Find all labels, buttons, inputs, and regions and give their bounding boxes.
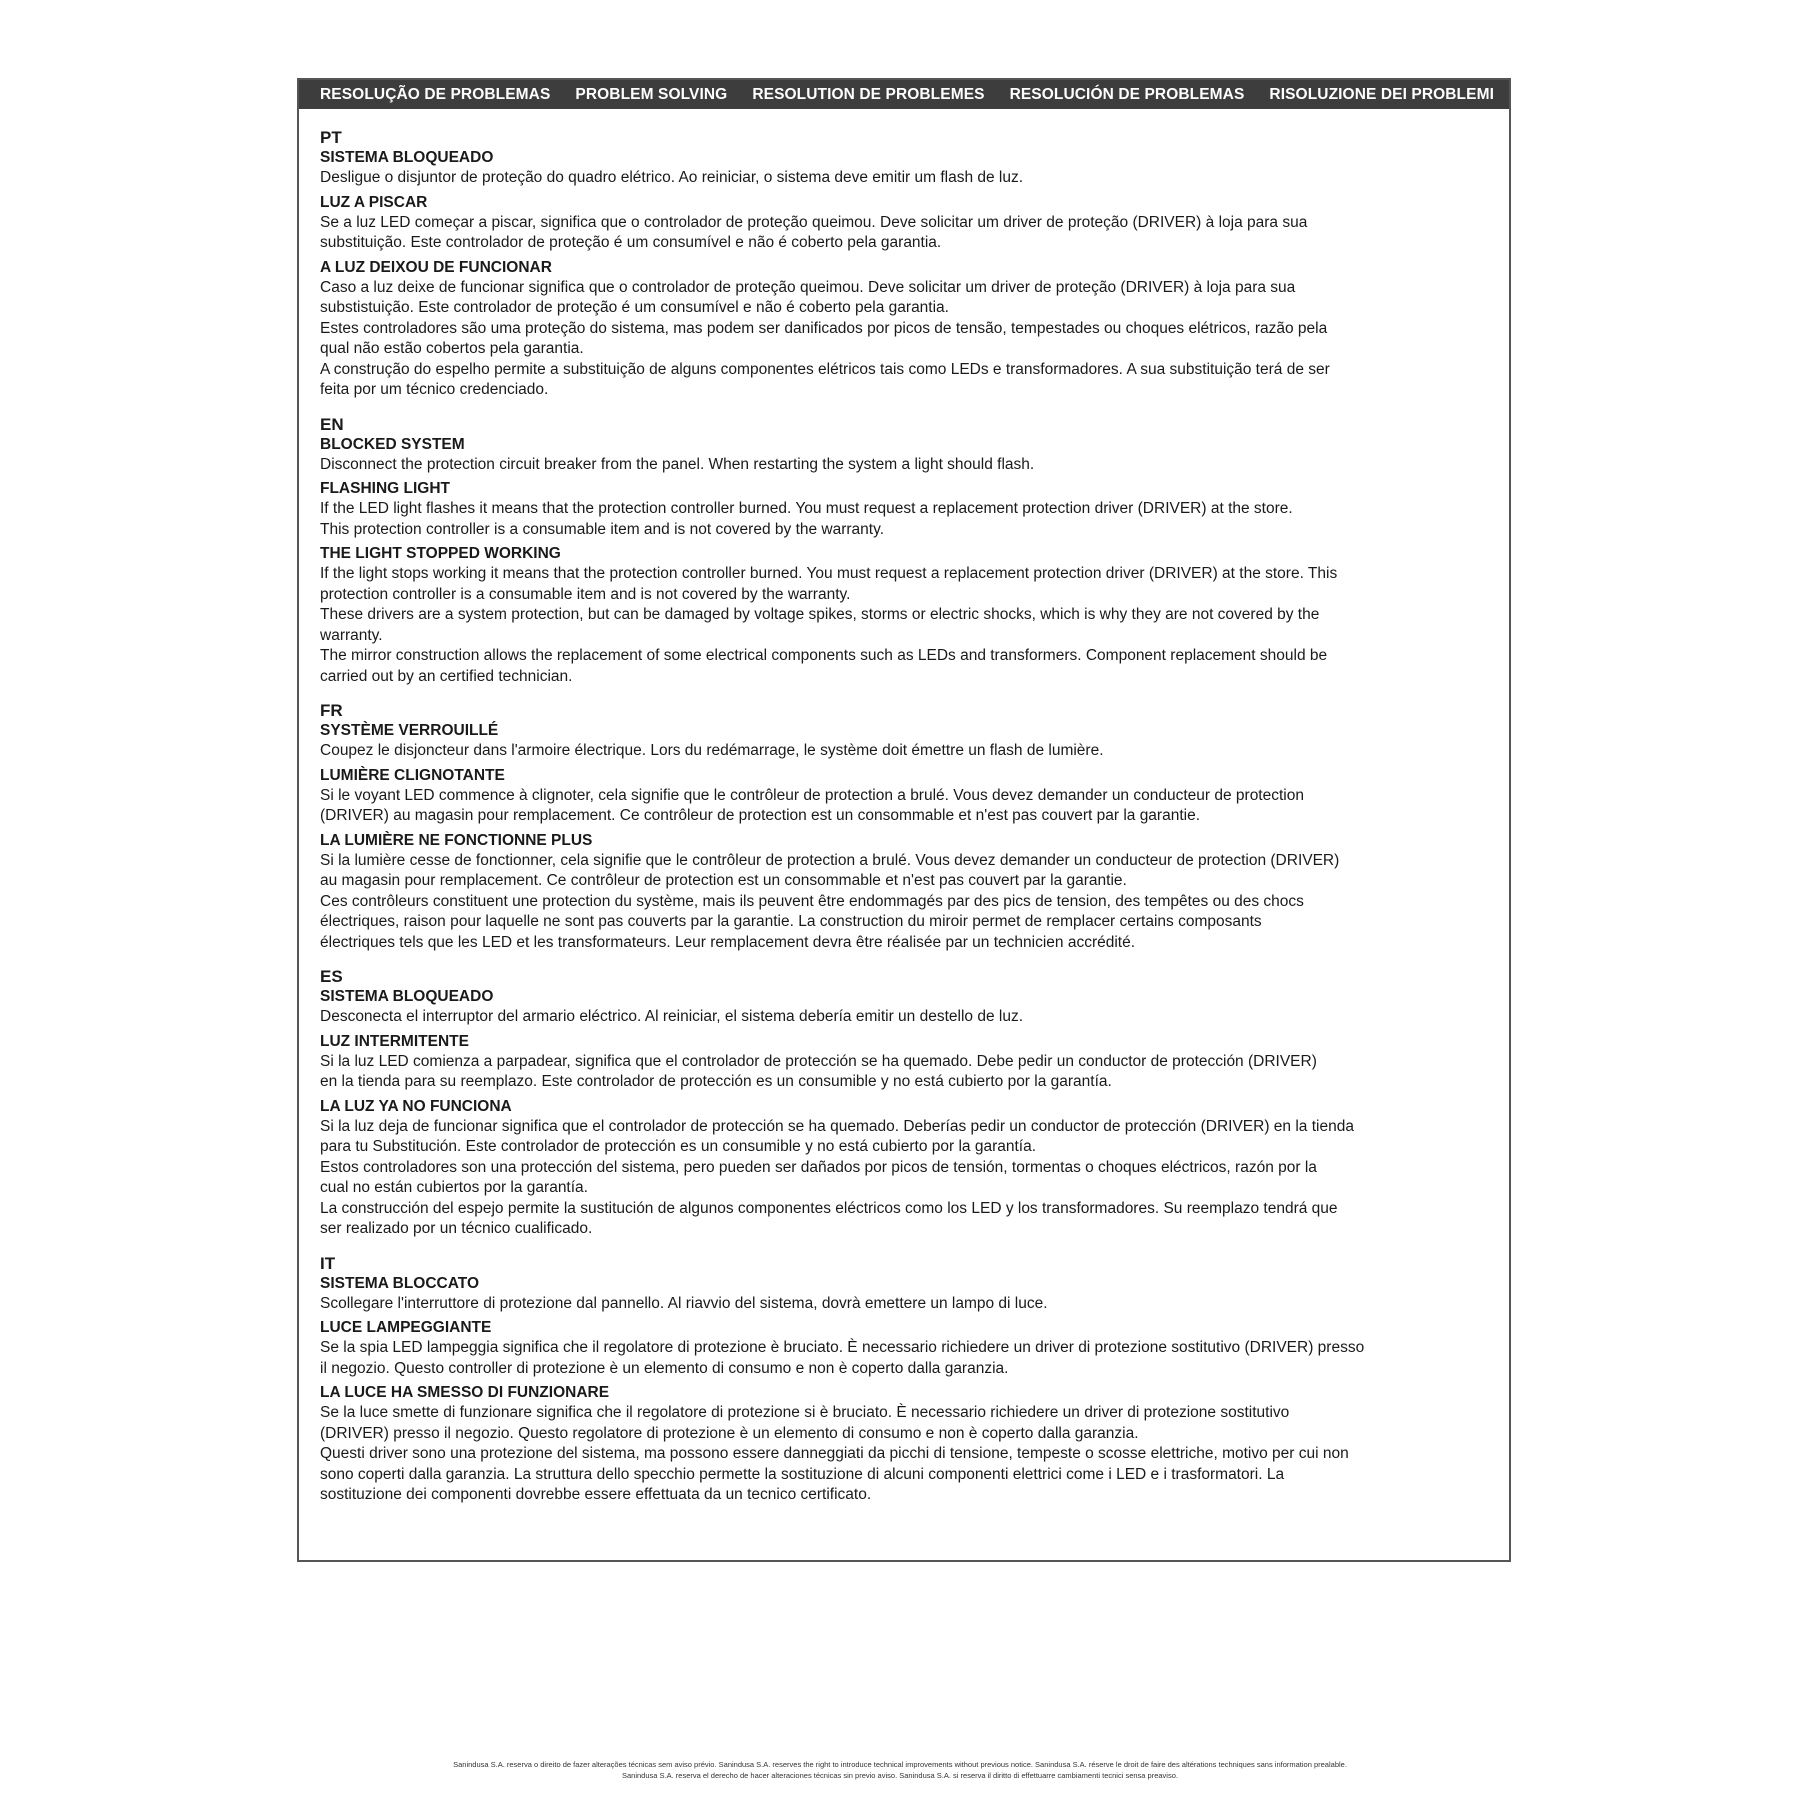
problem-text-line: substituição. Este controlador de proteção é um consumível e não é coberto pela garantia. [320,234,942,251]
problem-text-line: These drivers are a system protection, but can be damaged by voltage spikes, storms or electric shocks, which is why they are not covered by the [320,606,1320,623]
problem-heading: LUZ A PISCAR [320,193,428,211]
problem-text-line: ser realizado por un técnico cualificado. [320,1220,593,1237]
header-title-it: RISOLUZIONE DEI PROBLEMI [1269,85,1494,103]
language-code: PT [320,128,342,147]
problem-heading: LUZ INTERMITENTE [320,1032,469,1050]
language-code: FR [320,701,343,720]
problem-heading: LUMIÈRE CLIGNOTANTE [320,766,505,784]
problem-heading: BLOCKED SYSTEM [320,435,465,453]
problem-text-line: Si la lumière cesse de fonctionner, cela signifie que le contrôleur de protection a brulé. Vous devez demander un conducteur de protection (DRIVER) [320,851,1340,869]
problem-heading: SISTEMA BLOCCATO [320,1274,480,1292]
problem-text-line: sono coperti dalla garanzia. La struttura dello specchio permette la sostituzione di alcuni componenti elettrici come i LED e i trasformatori. La [320,1465,1285,1483]
content-area [320,128,1501,1506]
problem-text-line: This protection controller is a consumable item and is not covered by the warranty. [320,520,885,538]
problem-text-line: Se a luz LED começar a piscar, significa que o controlador de proteção queimou. Deve solicitar um driver de proteção (DRIVER) à loja para sua [320,213,1308,231]
problem-heading: LUCE LAMPEGGIANTE [320,1319,492,1336]
language-code: EN [320,414,344,434]
problem-heading: FLASHING LIGHT [320,480,451,497]
problem-text-line: Se la spia LED lampeggia significa che il regolatore di protezione è bruciato. È necessario richiedere un driver di protezione sostitutivo (DRIVER) presso [320,1339,1365,1356]
problem-heading: SYSTÈME VERROUILLÉ [320,722,499,739]
problem-text-line: If the light stops working it means that the protection controller burned. You must request a replacement protection driver (DRIVER) at the store. This [320,565,1338,582]
problem-text-line: (DRIVER) au magasin pour remplacement. Ce contrôleur de protection est un consommable et n'est pas couvert par la garantie. [320,807,1201,824]
problem-text-line: Estes controladores são uma proteção do sistema, mas podem ser danificados por picos de tensão, tempestades ou choques elétricos, razão pela [320,319,1328,337]
problem-text-line: électriques tels que les LED et les transformateurs. Leur remplacement devra être réalisée par un technicien accrédité. [320,933,1136,951]
problem-text-line: Coupez le disjoncteur dans l'armoire électrique. Lors du redémarrage, le système doit émettre un flash de lumière. [320,742,1104,759]
problem-text-line: A construção do espelho permite a substituição de alguns componentes elétricos tais como LEDs e transformadores. A sua substituição terá de ser [320,360,1330,378]
problem-text-line: protection controller is a consumable item and is not covered by the warranty. [320,585,851,603]
problem-text-line: carried out by an certified technician. [320,667,573,685]
language-code: IT [320,1253,336,1273]
problem-text-line: Scollegare l'interruttore di protezione dal pannello. Al riavvio del sistema, dovrà emettere un lampo di luce. [320,1294,1048,1312]
problem-text-line: Disconnect the protection circuit breaker from the panel. When restarting the system a light should flash. [320,455,1035,473]
problem-text-line: Caso a luz deixe de funcionar significa que o controlador de proteção queimou. Deve solicitar um driver de proteção (DRIVER) à loja para sua [320,278,1296,296]
problem-text-line: Si la luz deja de funcionar significa que el controlador de protección se ha quemado. Deberías pedir un conductor de protección (DRIVER) en la tienda [320,1117,1354,1135]
header-title-pt: RESOLUÇÃO DE PROBLEMAS [320,85,551,103]
section-pt [320,128,1501,401]
problem-text-line: Si la luz LED comienza a parpadear, significa que el controlador de protección se ha quemado. Debe pedir un conductor de protección (DRIVER) [320,1052,1317,1070]
problem-text-line: Questi driver sono una protezione del sistema, ma possono essere danneggiati da picchi di tensione, tempeste o scosse elettriche, motivo per cui non [320,1445,1349,1462]
problem-text-line: para tu Substitución. Este controlador de protección es un consumible y no está cubierto por la garantía. [320,1138,1037,1155]
section-es [320,967,1501,1240]
problem-text-line: Desconecta el interruptor del armario eléctrico. Al reiniciar, el sistema debería emitir un destello de luz. [320,1008,1023,1025]
problem-text-line: If the LED light flashes it means that the protection controller burned. You must request a replacement protection driver (DRIVER) at the store. [320,500,1293,517]
problem-text-line: warranty. [320,626,383,644]
section-it [320,1254,1501,1506]
header-title-es: RESOLUCIÓN DE PROBLEMAS [1009,85,1245,103]
problem-text-line: Si le voyant LED commence à clignoter, cela signifie que le contrôleur de protection a brulé. Vous devez demander un conducteur de protection [320,786,1304,804]
problem-heading: A LUZ DEIXOU DE FUNCIONAR [320,258,552,276]
problem-text-line: feita por um técnico credenciado. [320,381,549,398]
problem-text-line: il negozio. Questo controller di protezione è un elemento di consumo e non è coperto dalla garanzia. [320,1359,1009,1377]
problem-heading: LA LUMIÈRE NE FONCTIONNE PLUS [320,831,593,849]
problem-heading: SISTEMA BLOQUEADO [320,988,494,1005]
problem-text-line: Desligue o disjuntor de proteção do quadro elétrico. Ao reiniciar, o sistema deve emitir um flash de luz. [320,169,1024,186]
problem-text-line: Se la luce smette di funzionare significa che il regolatore di protezione si è bruciato. È necessario richiedere un driver di protezione sostitutivo [320,1404,1290,1421]
problem-text-line: en la tienda para su reemplazo. Este controlador de protección es un consumible y no está cubierto por la garantía. [320,1073,1112,1090]
problem-text-line: (DRIVER) presso il negozio. Questo regolatore di protezione è un elemento di consumo e non è coperto dalla garanzia. [320,1424,1139,1442]
problem-text-line: Ces contrôleurs constituent une protection du système, mais ils peuvent être endommagés par des pics de tension, des tempêtes ou des chocs [320,892,1304,910]
problem-text-line: au magasin pour remplacement. Ce contrôleur de protection est un consommable et n'est pas couvert par la garantie. [320,872,1127,889]
problem-text-line: sostituzione dei componenti dovrebbe essere effettuata da un tecnico certificato. [320,1486,872,1503]
problem-text-line: qual não estão cobertos pela garantia. [320,340,584,357]
problem-heading: LA LUCE HA SMESSO DI FUNZIONARE [320,1384,610,1401]
problem-text-line: substistuição. Este controlador de proteção é um consumível e não é coberto pela garantia. [320,299,949,316]
footer-disclaimer [0,1759,1800,1781]
problem-text-line: électriques, raison pour laquelle ne sont pas couverts par la garantie. La construction du miroir permet de remplacer certains composants [320,913,1262,930]
header-title-fr: RESOLUTION DE PROBLEMES [752,85,985,103]
problem-heading: SISTEMA BLOQUEADO [320,149,494,166]
problem-text-line: cual no están cubiertos por la garantía. [320,1179,588,1196]
problem-heading: LA LUZ YA NO FUNCIONA [320,1097,512,1115]
footer-line-2: Sanindusa S.A. reserva el derecho de hacer alteraciones técnicas sin previo aviso. Sanindusa S.A. si reserva il diritto di effettuarre cambiamenti tecnici sensa preaviso. [622,1771,1178,1780]
problem-solving-box [297,78,1511,1562]
language-code: ES [320,967,343,986]
header-bar [299,80,1509,109]
problem-text-line: Estos controladores son una protección del sistema, pero pueden ser dañados por picos de tensión, tormentas o choques eléctricos, razón por la [320,1158,1317,1176]
problem-text-line: La construcción del espejo permite la sustitución de algunos componentes eléctricos como los LED y los transformadores. Su reemplazo tendrá que [320,1199,1338,1217]
footer-line-1: Sanindusa S.A. reserva o direito de fazer alterações técnicas sem aviso prévio. Sanindusa S.A. reserves the right to introduce technical improvements without previous notice. Sanindusa S.A. réserve le droit de faire des altérations techniques sans information prealable. [453,1760,1347,1769]
section-en [320,415,1501,688]
problem-text-line: The mirror construction allows the replacement of some electrical components such as LEDs and transformers. Component replacement should be [320,647,1328,664]
header-title-en: PROBLEM SOLVING [575,85,728,103]
problem-heading: THE LIGHT STOPPED WORKING [320,545,561,562]
section-fr [320,701,1501,953]
